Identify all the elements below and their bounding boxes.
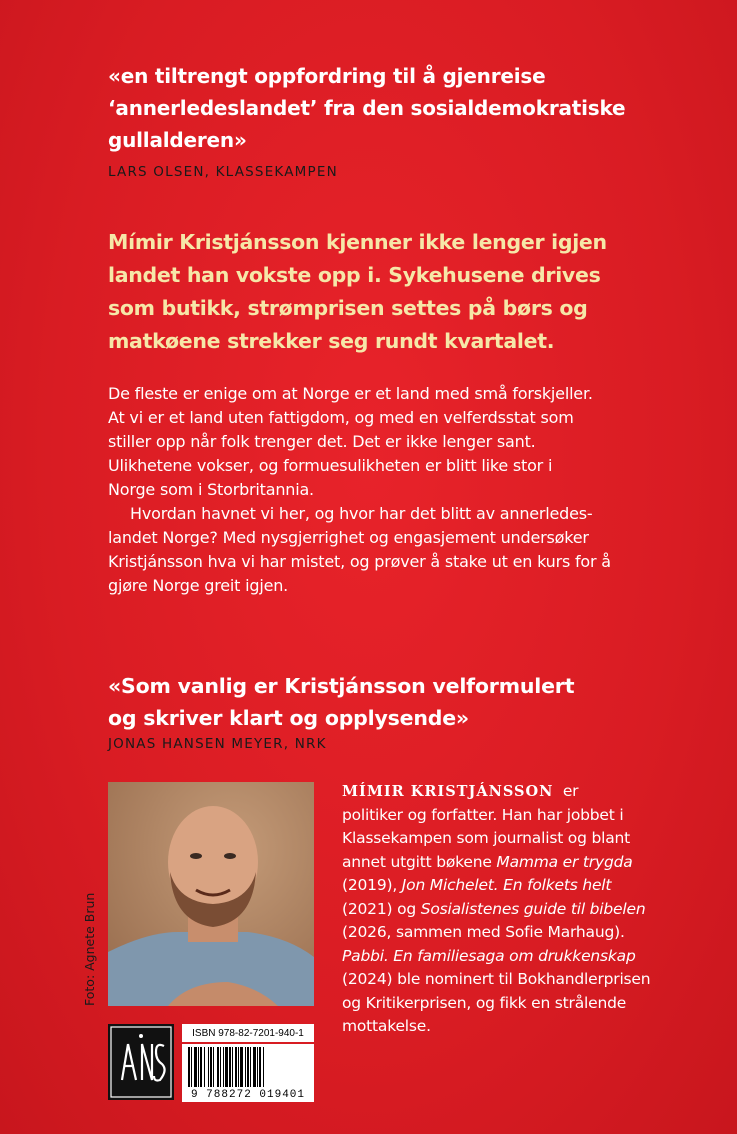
barcode-bar — [194, 1047, 197, 1087]
barcode-bar — [200, 1047, 202, 1087]
bio-line: (2024) ble nominert til Bokhandlerprisen — [342, 970, 651, 988]
barcode-bar — [188, 1047, 190, 1087]
publisher-logo — [108, 1024, 174, 1100]
barcode-bar — [257, 1047, 258, 1087]
author-portrait-illustration — [108, 782, 314, 1006]
author-photo — [108, 782, 314, 1006]
book-title: Pabbi. En familiesaga om drukkenskap — [342, 946, 636, 965]
body-paragraph-2 — [108, 502, 611, 598]
barcode-bar — [217, 1047, 219, 1087]
bio-line: er — [562, 782, 579, 800]
author-name: MÍMIR KRISTJÁNSSON — [342, 783, 554, 800]
isbn-label: ISBN 978-82-7201-940-1 — [182, 1024, 314, 1042]
barcode-bar — [220, 1047, 221, 1087]
bio-line: annet utgitt bøkene — [342, 852, 497, 871]
barcode-bar — [210, 1047, 212, 1087]
barcode-bar — [198, 1047, 199, 1087]
body-p1-line: Ulikhetene vokser, og formuesulikheten er blitt like stor i — [108, 456, 553, 475]
barcode-digits: 9 788272 019401 — [190, 1089, 306, 1101]
barcode-bar — [232, 1047, 233, 1087]
body-p1-line: At vi er et land uten fattigdom, og med en velferdsstat som — [108, 408, 574, 427]
barcode-bar — [208, 1047, 209, 1087]
top-quote-source: LARS OLSEN, KLASSEKAMPEN — [108, 164, 338, 180]
barcode-bar — [253, 1047, 256, 1087]
bio-line: Klassekampen som journalist og blant — [342, 829, 630, 847]
bottom-quote-source: JONAS HANSEN MEYER, NRK — [108, 736, 327, 752]
barcode-bar — [223, 1047, 224, 1087]
barcode-bar — [225, 1047, 228, 1087]
bottom-quote-line-1: «Som vanlig er Kristjánsson velformulert — [108, 674, 575, 698]
barcode-bar — [191, 1047, 192, 1087]
author-bio — [342, 780, 672, 1039]
bottom-quote — [108, 670, 574, 734]
body-p2-line: gjøre Norge greit igjen. — [108, 576, 289, 595]
body-p2-line: Hvordan havnet vi her, og hvor har det blitt av annerledes- — [130, 504, 593, 523]
bio-line: (2021) og — [342, 899, 421, 918]
body-paragraph-1 — [108, 382, 611, 502]
body-p1-line: Norge som i Storbritannia. — [108, 480, 314, 499]
top-quote-line-2: ‘annerledeslandet’ fra den sosialdemokratiske — [108, 96, 626, 120]
barcode-bar — [263, 1047, 264, 1087]
top-quote-line-3: gullalderen» — [108, 128, 247, 152]
barcode-bar — [245, 1047, 246, 1087]
body-copy — [108, 382, 611, 598]
lead-line-2: landet han vokste opp i. Sykehusene drives — [108, 263, 601, 287]
barcode-bar — [213, 1047, 214, 1087]
barcode-bar — [235, 1047, 237, 1087]
body-p1-line: De fleste er enige om at Norge er et land med små forskjeller. — [108, 384, 593, 403]
publisher-logo-icon — [108, 1024, 174, 1100]
barcode-bar — [247, 1047, 249, 1087]
bio-line: og Kritikerprisen, og fikk en strålende — [342, 993, 627, 1012]
barcode-bar — [250, 1047, 251, 1087]
lead-line-3: som butikk, strømprisen settes på børs og — [108, 296, 588, 320]
body-p1-line: stiller opp når folk trenger det. Det er ikke lenger sant. — [108, 432, 536, 451]
barcode — [182, 1044, 314, 1102]
lead-line-1: Mímir Kristjánsson kjenner ikke lenger igjen — [108, 230, 607, 254]
lead-paragraph — [108, 226, 607, 358]
bio-line: mottakelse. — [342, 1017, 431, 1035]
barcode-bar — [259, 1047, 261, 1087]
lead-line-4: matkøene strekker seg rundt kvartalet. — [108, 329, 555, 353]
bio-line: politiker og forfatter. Han har jobbet i — [342, 805, 624, 824]
barcode-bar — [204, 1047, 205, 1087]
barcode-bar — [238, 1047, 239, 1087]
photo-credit: Foto: Agnete Brun — [82, 892, 97, 1006]
barcode-bar — [229, 1047, 231, 1087]
barcode-bar — [240, 1047, 243, 1087]
body-p2-line: landet Norge? Med nysgjerrighet og engasjement undersøker — [108, 528, 589, 547]
book-title: Mamma er trygda — [496, 852, 633, 871]
bio-line: (2026, sammen med Sofie Marhaug). — [342, 923, 625, 941]
top-quote-line-1: «en tiltrengt oppfordring til å gjenreise — [108, 64, 546, 88]
book-title: Jon Michelet. En folkets helt — [401, 876, 612, 894]
bio-line: (2019), — [342, 876, 402, 894]
bottom-quote-line-2: og skriver klart og opplysende» — [108, 706, 469, 730]
book-title: Sosialistenes guide til bibelen — [420, 899, 646, 918]
body-p2-line: Kristjánsson hva vi har mistet, og prøver å stake ut en kurs for å — [108, 552, 611, 571]
top-quote — [108, 60, 625, 156]
